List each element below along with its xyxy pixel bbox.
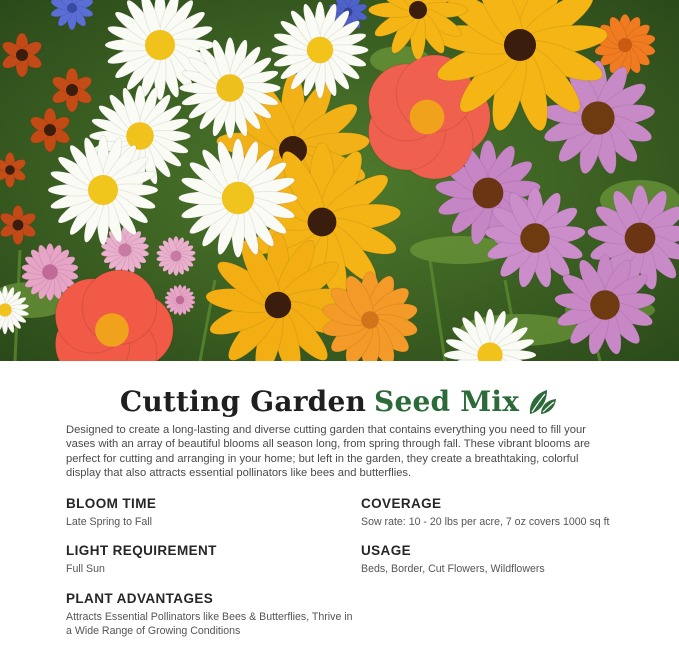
bloom-time-heading: BLOOM TIME xyxy=(66,496,157,511)
product-description: Designed to create a long-lasting and diverse cutting garden that contains everything you need to fill your vases with an array of beautiful blooms all season long, from spring through fall. These vibrant blooms are perfect for cutting and arranging in your home; but left in the garden, they create a breathtaking, colorful display that also attracts essential pollinators like bees and butterflies. xyxy=(66,424,591,479)
title-main-text: Cutting Garden xyxy=(119,384,367,418)
light-requirement-heading: LIGHT REQUIREMENT xyxy=(66,543,217,558)
coverage-heading: COVERAGE xyxy=(361,496,442,511)
plant-advantages-value: Attracts Essential Pollinators like Bees & Butterflies, Thrive in a Wide Range of Growing Conditions xyxy=(66,611,353,637)
coverage-value: Sow rate: 10 - 20 lbs per acre, 7 oz covers 1000 sq ft xyxy=(361,516,610,528)
light-requirement-section xyxy=(66,543,336,577)
coverage-section xyxy=(361,496,661,530)
light-requirement-value: Full Sun xyxy=(66,563,105,575)
usage-value: Beds, Border, Cut Flowers, Wildflowers xyxy=(361,563,545,575)
usage-heading: USAGE xyxy=(361,543,412,558)
product-info-panel xyxy=(0,361,679,645)
bloom-time-value: Late Spring to Fall xyxy=(66,516,152,528)
plant-advantages-section xyxy=(66,591,356,638)
plant-advantages-heading: PLANT ADVANTAGES xyxy=(66,591,214,606)
leaf-icon xyxy=(527,385,559,417)
product-title xyxy=(0,381,679,421)
title-accent-text: Seed Mix xyxy=(374,384,520,418)
usage-section xyxy=(361,543,661,577)
bloom-time-section xyxy=(66,496,336,530)
